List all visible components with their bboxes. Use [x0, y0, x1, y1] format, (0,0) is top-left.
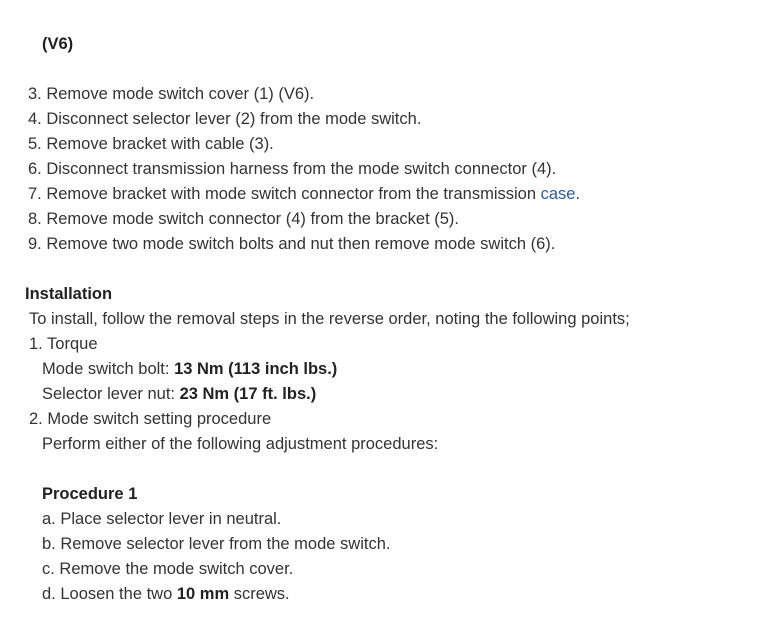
nut-torque-value: 23 Nm (17 ft. lbs.): [179, 385, 317, 403]
bolt-label: Mode switch bolt:: [42, 360, 175, 378]
mode-switch-bolt-spec: [42, 359, 337, 379]
installation-step-2-text: Perform either of the following adjustment procedures:: [42, 435, 439, 453]
removal-step-8: 8. Remove mode switch connector (4) from the bracket (5).: [28, 210, 459, 228]
selector-lever-nut-spec: [42, 384, 316, 404]
installation-intro: To install, follow the removal steps in the reverse order, noting the following points;: [29, 310, 630, 328]
removal-step-5: 5. Remove bracket with cable (3).: [28, 135, 274, 153]
nut-label: Selector lever nut:: [42, 385, 180, 403]
case-link[interactable]: case: [540, 185, 576, 203]
installation-step-1: 1. Torque: [29, 335, 98, 353]
step-d-end: screws.: [229, 585, 290, 603]
bolt-torque-value: 13 Nm (113 inch lbs.): [174, 360, 338, 378]
procedure-1-step-b: b. Remove selector lever from the mode switch.: [42, 535, 391, 553]
installation-heading: Installation: [25, 285, 113, 303]
removal-step-4: 4. Disconnect selector lever (2) from the mode switch.: [28, 110, 422, 128]
procedure-1-heading: Procedure 1: [42, 485, 138, 503]
procedure-1-step-c: c. Remove the mode switch cover.: [42, 560, 294, 578]
procedure-1-step-d: [42, 584, 290, 604]
removal-step-7: [28, 184, 580, 204]
removal-step-6: 6. Disconnect transmission harness from the mode switch connector (4).: [28, 160, 557, 178]
removal-step-7-period: .: [575, 185, 581, 203]
removal-step-9: 9. Remove two mode switch bolts and nut then remove mode switch (6).: [28, 235, 556, 253]
installation-step-2: 2. Mode switch setting procedure: [29, 410, 272, 428]
step-d-text: d. Loosen the two: [42, 585, 177, 603]
procedure-1-step-a: a. Place selector lever in neutral.: [42, 510, 282, 528]
section-heading-v6: (V6): [42, 35, 74, 53]
step-d-screw-size: 10 mm: [176, 585, 230, 603]
removal-step-7-text: 7. Remove bracket with mode switch connector from the transmission: [28, 185, 541, 203]
removal-step-3: 3. Remove mode switch cover (1) (V6).: [28, 85, 315, 103]
